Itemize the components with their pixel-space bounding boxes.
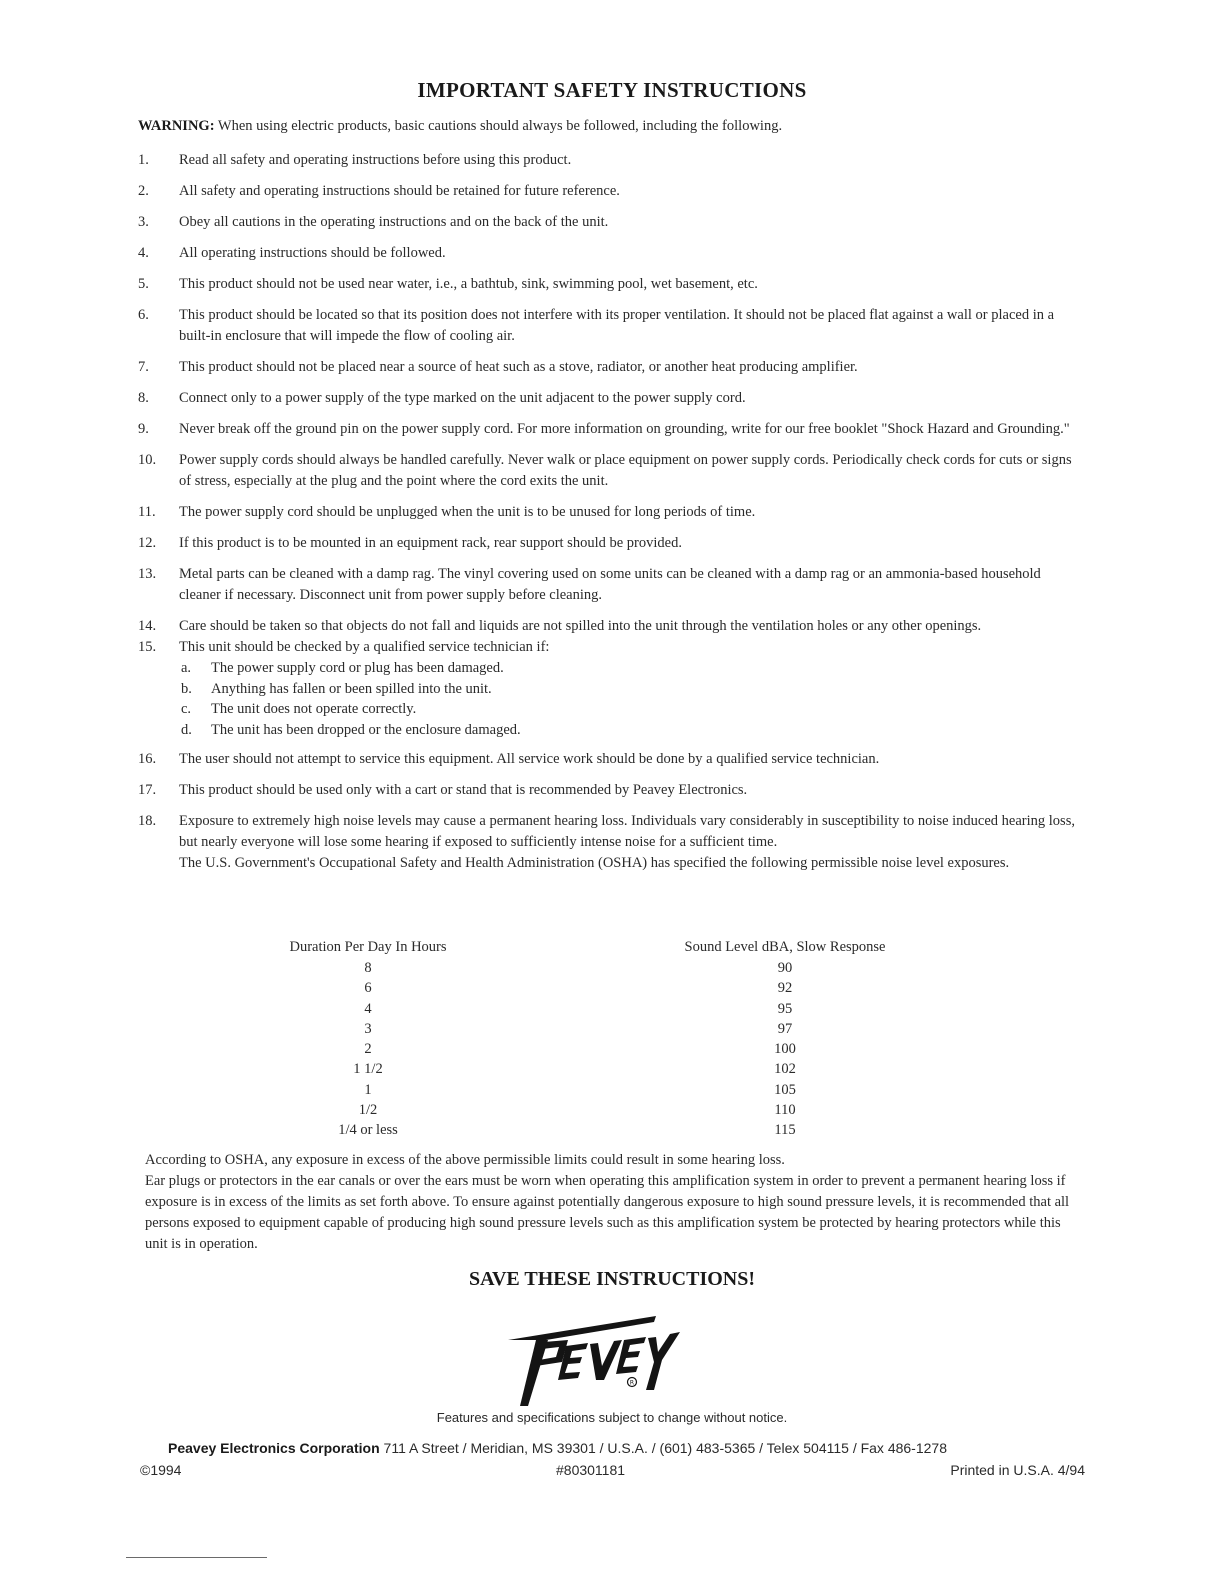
item-text: Obey all cautions in the operating instructions and on the back of the unit. — [179, 214, 609, 230]
item-text: Connect only to a power supply of the type marked on the unit adjacent to the power supply cord. — [179, 390, 746, 406]
svg-text:R: R — [629, 1379, 635, 1387]
item-text: Power supply cords should always be handled carefully. Never walk or place equipment on power supply cords. Periodically check cords for cuts or signs of stress, especially at the plug and the point where the cord exits the unit. — [179, 452, 1072, 489]
list-item — [138, 616, 1078, 637]
item-number: 5. — [138, 276, 149, 292]
subitem-letter: d. — [181, 721, 192, 738]
company-name: Peavey Electronics Corporation — [168, 1440, 380, 1456]
item-text: This product should not be used near water, i.e., a bathtub, sink, swimming pool, wet basement, etc. — [179, 276, 758, 292]
duration-column — [268, 936, 468, 1141]
item-number: 9. — [138, 421, 149, 437]
item-number: 4. — [138, 245, 149, 261]
item-number: 10. — [138, 452, 157, 468]
sound-level-cell: 95 — [777, 1000, 793, 1017]
duration-cell: 1 — [364, 1081, 372, 1098]
item-number: 2. — [138, 183, 149, 199]
item-18-text: Exposure to extremely high noise levels may cause a permanent hearing loss. Individuals vary considerably in susceptibility to noise induced hearing loss, but nearly everyone will lose some hearing if exposed to sufficiently intense noise for a sufficient time. — [179, 813, 1075, 850]
item-text: Metal parts can be cleaned with a damp rag. The vinyl covering used on some units can be cleaned with a damp rag or an ammonia-based household cleaner if necessary. Disconnect unit from power supply before cleaning. — [179, 566, 1041, 603]
subitem-letter: a. — [181, 660, 192, 676]
duration-cell: 6 — [364, 980, 372, 997]
item-text: The power supply cord should be unplugged when the unit is to be unused for long periods of time. — [179, 504, 756, 520]
sound-level-cell: 102 — [774, 1061, 796, 1078]
duration-cell: 8 — [364, 960, 372, 976]
list-item — [138, 243, 1078, 264]
sound-level-cell: 110 — [774, 1102, 796, 1119]
item-number: 18. — [138, 813, 157, 829]
sound-level-cell: 92 — [777, 980, 793, 997]
page-title: IMPORTANT SAFETY INSTRUCTIONS — [417, 78, 807, 102]
item-text: This product should not be placed near a source of heat such as a stove, radiator, or another heat producing amplifier. — [179, 359, 858, 375]
subitem-text: The power supply cord or plug has been damaged. — [211, 660, 504, 676]
peavey-logo-icon — [506, 1310, 690, 1410]
sound-level-cell: 97 — [777, 1020, 793, 1037]
list-item — [138, 212, 1078, 233]
sound-level-cell: 105 — [774, 1081, 796, 1098]
list-item — [138, 419, 1078, 440]
item-text: If this product is to be mounted in an equipment rack, rear support should be provided. — [179, 535, 682, 551]
footer-address-line — [168, 1440, 1068, 1456]
warning-paragraph — [138, 118, 1098, 135]
item-number: 12. — [138, 535, 157, 551]
sound-level-column — [662, 936, 908, 1141]
item-number: 11. — [138, 504, 156, 520]
item-text: Never break off the ground pin on the power supply cord. For more information on grounding, write for our free booklet "Shock Hazard and Grounding." — [179, 421, 1070, 437]
subitem-letter: c. — [181, 701, 192, 717]
part-number: #80301181 — [556, 1462, 626, 1478]
list-item — [138, 564, 1078, 606]
item-number: 13. — [138, 566, 157, 582]
list-item — [138, 274, 1078, 295]
item-number: 17. — [138, 782, 157, 798]
subitem-text: The unit does not operate correctly. — [211, 701, 417, 717]
duration-cell: 1/2 — [358, 1102, 378, 1119]
list-item — [138, 357, 1078, 378]
list-item — [138, 388, 1078, 409]
subitem-text: The unit has been dropped or the enclosure damaged. — [211, 721, 521, 738]
sound-level-cell: 90 — [777, 960, 793, 976]
save-instructions-heading: SAVE THESE INSTRUCTIONS! — [468, 1268, 756, 1290]
features-note: Features and specifications subject to change without notice. — [436, 1410, 788, 1425]
osha-note: The U.S. Government's Occupational Safety and Health Administration (OSHA) has specified the following permissible noise level exposures. — [179, 855, 1010, 871]
duration-header: Duration Per Day In Hours — [289, 939, 447, 955]
item-number: 7. — [138, 359, 149, 375]
list-item — [138, 637, 1078, 658]
subitem-text: Anything has fallen or been spilled into the unit. — [211, 680, 492, 697]
item-text: All safety and operating instructions should be retained for future reference. — [179, 183, 620, 199]
item-number: 1. — [138, 152, 149, 168]
company-address: 711 A Street / Meridian, MS 39301 / U.S.A. / (601) 483-5365 / Telex 504115 / Fax 486-1278 — [383, 1440, 947, 1456]
item-text: This unit should be checked by a qualified service technician if: — [179, 639, 550, 655]
osha-paragraph-1: According to OSHA, any exposure in excess of the above permissible limits could result in some hearing loss. — [145, 1152, 785, 1168]
warning-text: When using electric products, basic cautions should always be followed, including the following. — [217, 118, 783, 134]
sublist-item — [181, 699, 1078, 720]
item-text: This product should be located so that its position does not interfere with its proper ventilation. It should not be placed flat against a wall or placed in a built-in enclosure that will impede the flow of cooling air. — [179, 307, 1055, 344]
item-number: 3. — [138, 214, 149, 230]
item-text: Read all safety and operating instructions before using this product. — [179, 152, 572, 168]
list-item — [138, 749, 1078, 770]
item-text: Care should be taken so that objects do not fall and liquids are not spilled into the unit through the ventilation holes or any other openings. — [179, 618, 982, 634]
sublist — [181, 658, 1078, 740]
duration-cell: 2 — [364, 1041, 372, 1058]
list-item — [138, 305, 1078, 347]
item-number: 15. — [138, 639, 157, 655]
sublist-item — [181, 679, 1078, 700]
item-number: 6. — [138, 307, 149, 323]
list-item — [138, 780, 1078, 801]
sound-level-cell: 115 — [774, 1122, 796, 1139]
safety-instructions-list — [138, 150, 1078, 884]
list-item — [138, 150, 1078, 171]
list-item — [138, 181, 1078, 202]
sound-level-header: Sound Level dBA, Slow Response — [684, 939, 886, 955]
warning-label: WARNING: — [138, 118, 215, 134]
item-number: 16. — [138, 751, 157, 767]
subitem-letter: b. — [181, 680, 192, 697]
copyright: ©1994 — [140, 1462, 182, 1478]
item-text: The user should not attempt to service this equipment. All service work should be done by a qualified service technician. — [179, 751, 880, 767]
duration-cell: 3 — [364, 1020, 372, 1037]
duration-cell: 4 — [364, 1000, 372, 1017]
footnote-rule — [126, 1557, 267, 1558]
list-item — [138, 533, 1078, 554]
list-item — [138, 450, 1078, 492]
list-item — [138, 811, 1078, 874]
item-text — [179, 811, 1078, 874]
peavey-logo — [506, 1310, 690, 1410]
osha-paragraph-2: Ear plugs or protectors in the ear canals or over the ears must be worn when operating this amplification system in order to prevent a permanent hearing loss if exposure is in excess of the limits as set forth above. To ensure against potentially dangerous exposure to high sound pressure levels, it is recommended that all persons exposed to equipment capable of producing high sound pressure levels such as this amplification system be protected by hearing protectors while this unit is in operation. — [145, 1173, 1070, 1252]
item-number: 14. — [138, 618, 157, 634]
osha-paragraph — [145, 1150, 1075, 1255]
item-text: This product should be used only with a cart or stand that is recommended by Peavey Electronics. — [179, 782, 748, 798]
list-item — [138, 502, 1078, 523]
printed-info: Printed in U.S.A. 4/94 — [950, 1462, 1085, 1478]
item-number: 8. — [138, 390, 149, 406]
sublist-item — [181, 720, 1078, 741]
duration-cell: 1 1/2 — [353, 1061, 383, 1078]
sublist-item — [181, 658, 1078, 679]
duration-cell: 1/4 or less — [338, 1122, 398, 1139]
sound-level-cell: 100 — [774, 1041, 796, 1058]
item-text: All operating instructions should be followed. — [179, 245, 446, 261]
